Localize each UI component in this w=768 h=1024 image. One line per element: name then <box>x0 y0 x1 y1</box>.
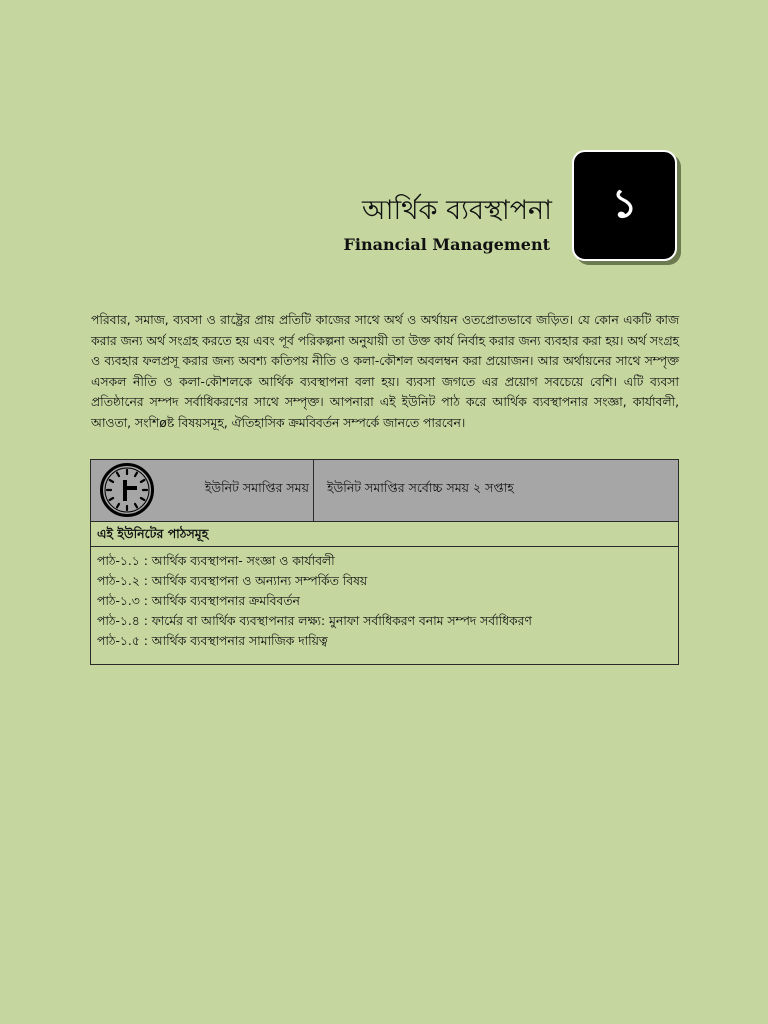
lesson-item: পাঠ-১.৩ : আর্থিক ব্যবস্থাপনার ক্রমবিবর্তন <box>97 594 300 608</box>
duration-value: ইউনিট সমাপ্তির সর্বোচ্চ সময় ২ সপ্তাহ <box>327 480 514 495</box>
duration-row <box>91 460 678 522</box>
lesson-item: পাঠ-১.৫ : আর্থিক ব্যবস্থাপনার সামাজিক দায়িত্ব <box>97 634 328 648</box>
clock-icon <box>99 462 155 518</box>
lessons-heading: এই ইউনিটের পাঠসমূহ <box>97 526 209 541</box>
lessons-heading-row <box>91 522 678 547</box>
unit-title-english: Financial Management <box>343 235 550 254</box>
duration-label: ইউনিট সমাপ্তির সময় <box>204 480 309 495</box>
lessons-list <box>97 551 532 651</box>
unit-number: ১ <box>611 181 638 227</box>
table-divider <box>313 460 314 521</box>
lesson-item: পাঠ-১.৪ : ফার্মের বা আর্থিক ব্যবস্থাপনার লক্ষ্য: মুনাফা সর্বাধিকরণ বনাম সম্পদ সর্বাধিকরণ <box>97 614 532 628</box>
lesson-item: পাঠ-১.২ : আর্থিক ব্যবস্থাপনা ও অন্যান্য সম্পর্কিত বিষয় <box>97 574 368 588</box>
unit-number-badge <box>572 150 677 261</box>
unit-info-table <box>90 459 679 665</box>
intro-paragraph: পরিবার, সমাজ, ব্যবসা ও রাষ্ট্রের প্রায় প্রতিটি কাজের সাথে অর্থ ও অর্থায়ন ওতপ্রোতভাবে জড়িত। যে কোন একটি কাজ করার জন্য অর্থ সংগ্রহ করতে হয় এবং পূর্ব পরিকল্পনা অনুযায়ী তা উক্ত কার্য নির্বাহ করার জন্য ব্যবহার করা হয়। অর্থ সংগ্রহ ও ব্যবহার ফলপ্রসূ করার জন্য অবশ্য কতিপয় নীতি ও কলা-কৌশল অবলম্বন করা প্রয়োজন। আর অর্থায়নের সাথে সম্পৃক্ত এসকল নীতি ও কলা-কৌশলকে আর্থিক ব্যবস্থাপনা বলা হয়। ব্যবসা জগতে এর প্রয়োগ সবচেয়ে বেশি। এটি ব্যবসা প্রতিষ্ঠানের সম্পদ সর্বাধিকরণের সাথে সম্পৃক্ত। আপনারা এই ইউনিট পাঠ করে আর্থিক ব্যবস্থাপনার সংজ্ঞা, কার্যাবলী, আওতা, সংশিøষ্ট বিষয়সমূহ, ঐতিহাসিক ক্রমবিবর্তন সম্পর্কে জানতে পারবেন। <box>91 313 679 430</box>
lesson-item: পাঠ-১.১ : আর্থিক ব্যবস্থাপনা- সংজ্ঞা ও কার্যাবলী <box>97 554 335 568</box>
unit-title-bengali: আর্থিক ব্যবস্থাপনা <box>361 195 552 226</box>
